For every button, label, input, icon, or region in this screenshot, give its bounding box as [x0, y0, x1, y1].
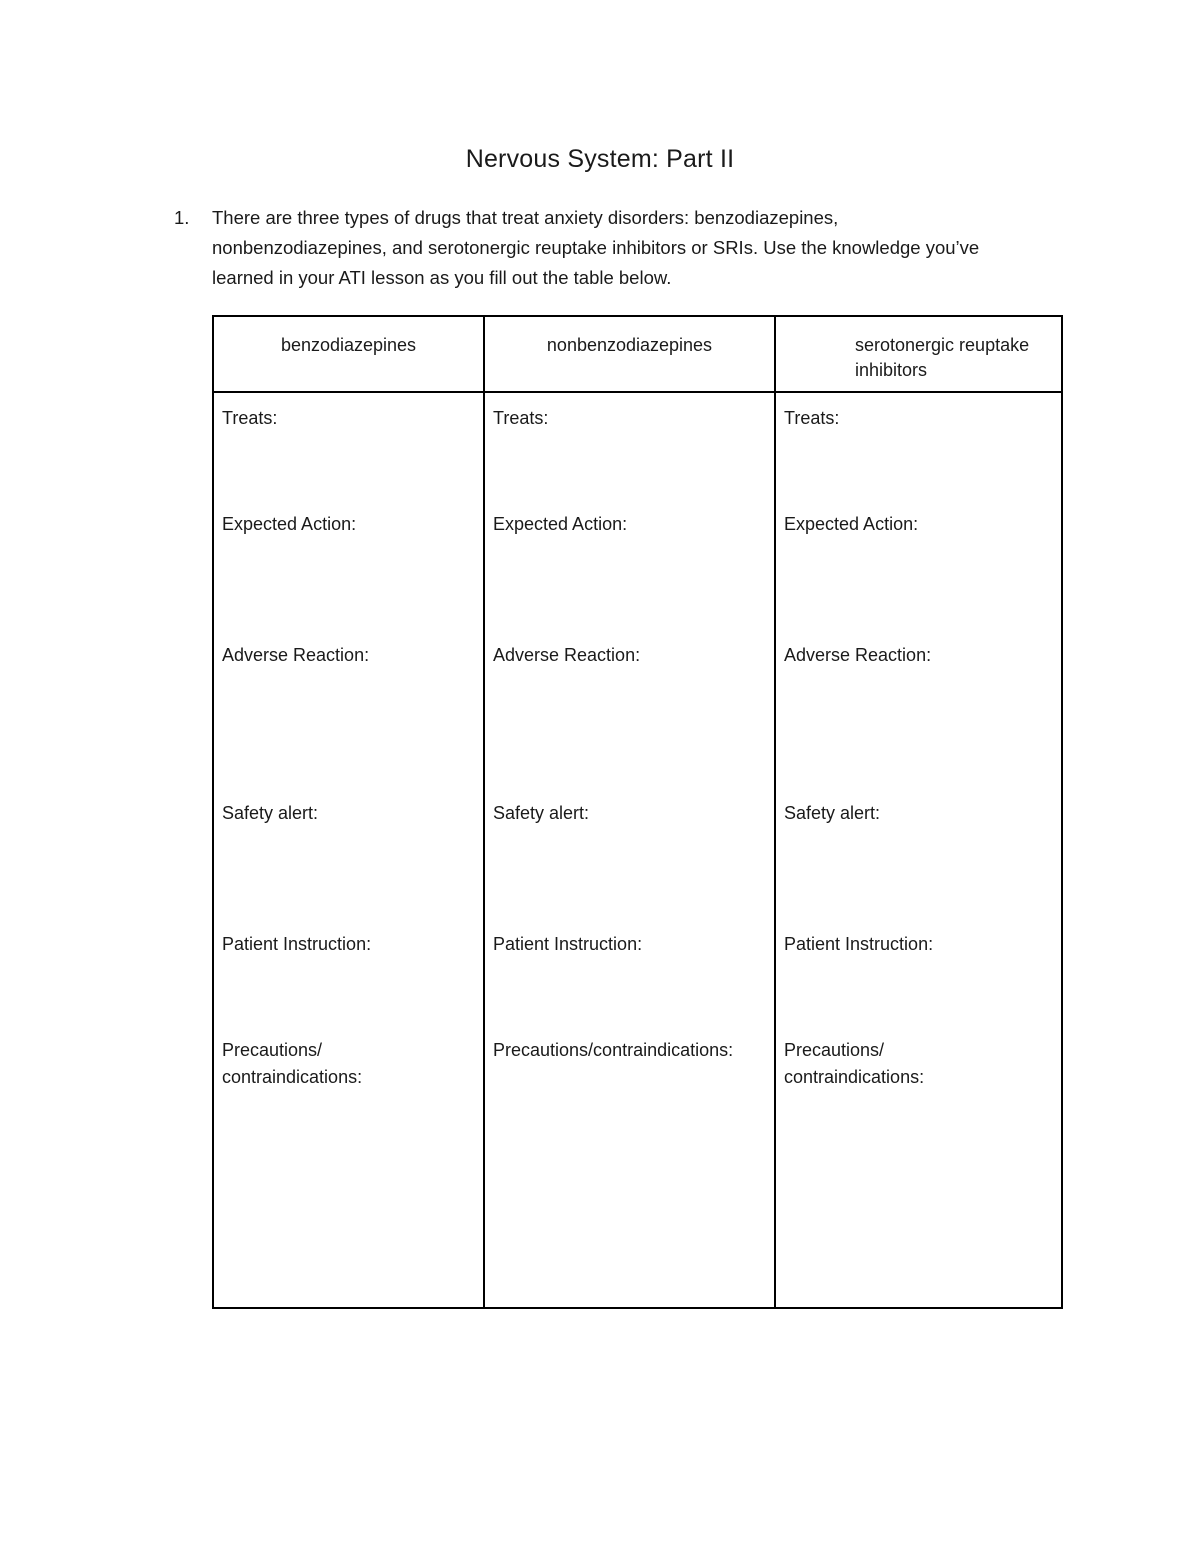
field-treats: Treats:	[784, 408, 840, 428]
field-treats: Treats:	[493, 408, 549, 428]
field-safety-alert: Safety alert:	[784, 803, 881, 823]
page-title: Nervous System: Part II	[465, 145, 735, 173]
header-benzodiazepines	[213, 316, 484, 392]
question-line-2: nonbenzodiazepines, and serotonergic reuptake inhibitors or SRIs. Use the knowledge you’ve	[212, 237, 980, 258]
field-treats: Treats:	[222, 408, 278, 428]
question-line-3: learned in your ATI lesson as you fill out the table below.	[212, 267, 672, 288]
cell-serotonergic-reuptake-inhibitors[interactable]	[775, 392, 1062, 1308]
field-patient-instruction: Patient Instruction:	[222, 934, 372, 954]
cell-benzodiazepines[interactable]	[213, 392, 484, 1308]
field-safety-alert: Safety alert:	[222, 803, 319, 823]
field-adverse-reaction: Adverse Reaction:	[493, 645, 641, 665]
field-safety-alert: Safety alert:	[493, 803, 590, 823]
field-precautions	[784, 1037, 1055, 1091]
field-adverse-reaction: Adverse Reaction:	[784, 645, 932, 665]
drug-comparison-table	[212, 315, 1063, 1309]
field-patient-instruction: Patient Instruction:	[784, 934, 934, 954]
header-sri-label-line2: inhibitors	[855, 360, 928, 380]
field-precautions-line2: contraindications:	[222, 1067, 363, 1087]
field-precautions-line1: Precautions/	[784, 1040, 885, 1060]
field-expected-action: Expected Action:	[784, 514, 919, 534]
question-1	[174, 203, 1054, 293]
header-nonbenzodiazepines-label: nonbenzodiazepines	[546, 335, 713, 355]
field-patient-instruction: Patient Instruction:	[493, 934, 643, 954]
field-precautions-line1: Precautions/	[222, 1040, 323, 1060]
table-body-row	[213, 392, 1062, 1308]
header-sri-label-line1: serotonergic reuptake	[855, 335, 1030, 355]
field-expected-action: Expected Action:	[493, 514, 628, 534]
question-number: 1.	[174, 207, 190, 228]
header-serotonergic-reuptake-inhibitors	[775, 316, 1062, 392]
table-header-row	[213, 316, 1062, 392]
field-precautions	[222, 1037, 477, 1091]
field-expected-action: Expected Action:	[222, 514, 357, 534]
question-line-1: There are three types of drugs that treat anxiety disorders: benzodiazepines,	[212, 207, 839, 228]
cell-nonbenzodiazepines[interactable]	[484, 392, 775, 1308]
header-nonbenzodiazepines	[484, 316, 775, 392]
field-precautions-line2: contraindications:	[784, 1067, 925, 1087]
field-precautions: Precautions/contraindications:	[493, 1040, 734, 1060]
field-adverse-reaction: Adverse Reaction:	[222, 645, 370, 665]
header-benzodiazepines-label: benzodiazepines	[280, 335, 417, 355]
